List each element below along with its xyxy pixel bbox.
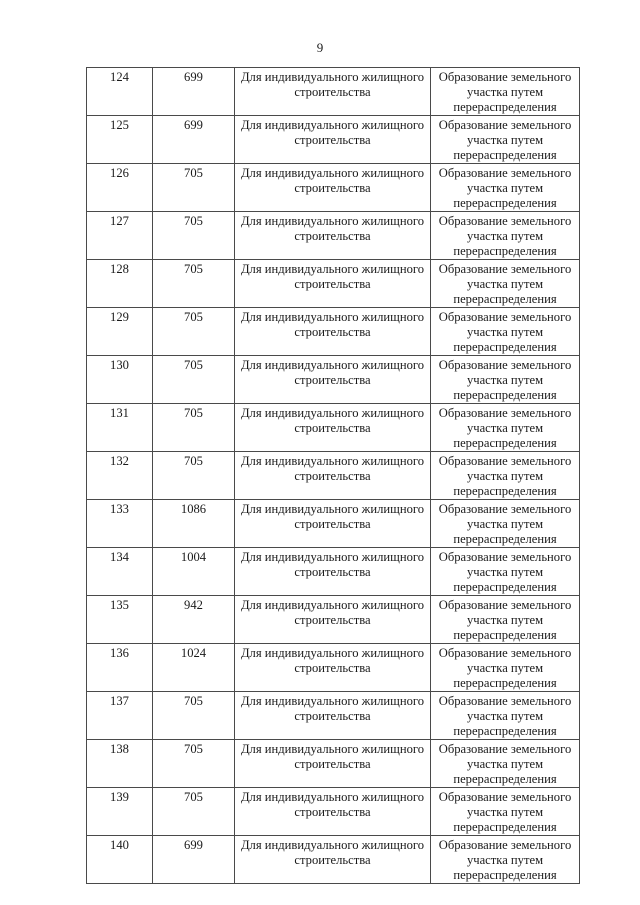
table-row bbox=[87, 788, 580, 836]
plot-number-cell: 131 bbox=[87, 404, 153, 452]
plot-number-cell: 128 bbox=[87, 260, 153, 308]
plot-area-cell: 699 bbox=[153, 68, 235, 116]
permitted-use-cell: Для индивидуального жилищного строительства bbox=[235, 116, 431, 164]
permitted-use-cell: Для индивидуального жилищного строительства bbox=[235, 836, 431, 884]
plot-area-cell: 705 bbox=[153, 356, 235, 404]
permitted-use-cell: Для индивидуального жилищного строительства bbox=[235, 692, 431, 740]
permitted-use-cell: Для индивидуального жилищного строительства bbox=[235, 500, 431, 548]
formation-method-cell: Образование земельного участка путем перераспределения bbox=[431, 404, 580, 452]
plot-number-cell: 125 bbox=[87, 116, 153, 164]
plot-area-cell: 699 bbox=[153, 116, 235, 164]
plot-area-cell: 699 bbox=[153, 836, 235, 884]
plot-area-cell: 705 bbox=[153, 788, 235, 836]
plot-number-cell: 135 bbox=[87, 596, 153, 644]
plot-number-cell: 132 bbox=[87, 452, 153, 500]
permitted-use-cell: Для индивидуального жилищного строительства bbox=[235, 596, 431, 644]
plot-number-cell: 137 bbox=[87, 692, 153, 740]
table-row bbox=[87, 68, 580, 116]
permitted-use-cell: Для индивидуального жилищного строительства bbox=[235, 452, 431, 500]
permitted-use-cell: Для индивидуального жилищного строительства bbox=[235, 404, 431, 452]
plot-area-cell: 1004 bbox=[153, 548, 235, 596]
table-body bbox=[87, 68, 580, 884]
permitted-use-cell: Для индивидуального жилищного строительства bbox=[235, 212, 431, 260]
permitted-use-cell: Для индивидуального жилищного строительства bbox=[235, 308, 431, 356]
permitted-use-cell: Для индивидуального жилищного строительства bbox=[235, 68, 431, 116]
plot-number-cell: 126 bbox=[87, 164, 153, 212]
plot-area-cell: 942 bbox=[153, 596, 235, 644]
plot-area-cell: 705 bbox=[153, 164, 235, 212]
plot-number-cell: 140 bbox=[87, 836, 153, 884]
permitted-use-cell: Для индивидуального жилищного строительства bbox=[235, 644, 431, 692]
plot-number-cell: 138 bbox=[87, 740, 153, 788]
table-row bbox=[87, 644, 580, 692]
formation-method-cell: Образование земельного участка путем перераспределения bbox=[431, 740, 580, 788]
table-row bbox=[87, 356, 580, 404]
plot-number-cell: 127 bbox=[87, 212, 153, 260]
land-plots-table bbox=[86, 67, 580, 884]
formation-method-cell: Образование земельного участка путем перераспределения bbox=[431, 260, 580, 308]
permitted-use-cell: Для индивидуального жилищного строительства bbox=[235, 164, 431, 212]
table-row bbox=[87, 596, 580, 644]
plot-area-cell: 705 bbox=[153, 260, 235, 308]
formation-method-cell: Образование земельного участка путем перераспределения bbox=[431, 596, 580, 644]
plot-area-cell: 705 bbox=[153, 692, 235, 740]
formation-method-cell: Образование земельного участка путем перераспределения bbox=[431, 788, 580, 836]
formation-method-cell: Образование земельного участка путем перераспределения bbox=[431, 164, 580, 212]
formation-method-cell: Образование земельного участка путем перераспределения bbox=[431, 548, 580, 596]
table-row bbox=[87, 308, 580, 356]
plot-area-cell: 705 bbox=[153, 740, 235, 788]
formation-method-cell: Образование земельного участка путем перераспределения bbox=[431, 692, 580, 740]
permitted-use-cell: Для индивидуального жилищного строительства bbox=[235, 788, 431, 836]
table-row bbox=[87, 212, 580, 260]
table-row bbox=[87, 548, 580, 596]
plot-area-cell: 705 bbox=[153, 212, 235, 260]
table-row bbox=[87, 836, 580, 884]
formation-method-cell: Образование земельного участка путем перераспределения bbox=[431, 356, 580, 404]
table-row bbox=[87, 404, 580, 452]
page-number: 9 bbox=[316, 40, 324, 55]
table-row bbox=[87, 692, 580, 740]
table-row bbox=[87, 740, 580, 788]
formation-method-cell: Образование земельного участка путем перераспределения bbox=[431, 308, 580, 356]
plot-area-cell: 705 bbox=[153, 308, 235, 356]
plot-number-cell: 129 bbox=[87, 308, 153, 356]
plot-number-cell: 139 bbox=[87, 788, 153, 836]
permitted-use-cell: Для индивидуального жилищного строительства bbox=[235, 548, 431, 596]
formation-method-cell: Образование земельного участка путем перераспределения bbox=[431, 116, 580, 164]
formation-method-cell: Образование земельного участка путем перераспределения bbox=[431, 212, 580, 260]
plot-number-cell: 124 bbox=[87, 68, 153, 116]
permitted-use-cell: Для индивидуального жилищного строительства bbox=[235, 260, 431, 308]
table-row bbox=[87, 116, 580, 164]
table-row bbox=[87, 164, 580, 212]
plot-area-cell: 705 bbox=[153, 452, 235, 500]
table-row bbox=[87, 452, 580, 500]
permitted-use-cell: Для индивидуального жилищного строительства bbox=[235, 356, 431, 404]
table-row bbox=[87, 500, 580, 548]
table-row bbox=[87, 260, 580, 308]
formation-method-cell: Образование земельного участка путем перераспределения bbox=[431, 68, 580, 116]
plot-area-cell: 705 bbox=[153, 404, 235, 452]
plot-number-cell: 134 bbox=[87, 548, 153, 596]
plot-number-cell: 130 bbox=[87, 356, 153, 404]
formation-method-cell: Образование земельного участка путем перераспределения bbox=[431, 500, 580, 548]
plot-number-cell: 133 bbox=[87, 500, 153, 548]
formation-method-cell: Образование земельного участка путем перераспределения bbox=[431, 452, 580, 500]
plot-area-cell: 1086 bbox=[153, 500, 235, 548]
plot-number-cell: 136 bbox=[87, 644, 153, 692]
plot-area-cell: 1024 bbox=[153, 644, 235, 692]
formation-method-cell: Образование земельного участка путем перераспределения bbox=[431, 644, 580, 692]
formation-method-cell: Образование земельного участка путем перераспределения bbox=[431, 836, 580, 884]
permitted-use-cell: Для индивидуального жилищного строительства bbox=[235, 740, 431, 788]
